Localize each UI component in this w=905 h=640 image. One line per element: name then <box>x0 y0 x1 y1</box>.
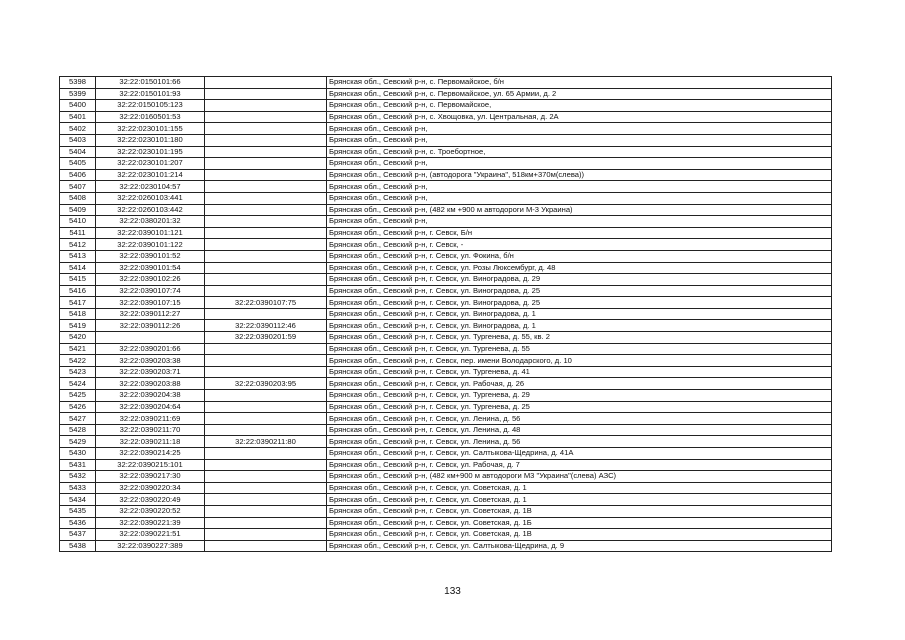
address-cell: Брянская обл., Севский р-н, <box>327 134 832 146</box>
related-cadastral-number-cell <box>205 448 327 460</box>
row-number-cell: 5421 <box>60 343 96 355</box>
table-row <box>60 123 832 135</box>
address-cell: Брянская обл., Севский р-н, г. Севск, ул. Тургенева, д. 41 <box>327 366 832 378</box>
address-cell: Брянская обл., Севский р-н, г. Севск, ул. Советская, д. 1В <box>327 529 832 541</box>
address-cell: Брянская обл., Севский р-н, (482 км+900 м автодороги М3 "Украина"(слева) АЗС) <box>327 471 832 483</box>
cadastral-number-cell: 32:22:0390102:26 <box>96 274 205 286</box>
table-row <box>60 448 832 460</box>
related-cadastral-number-cell <box>205 343 327 355</box>
table-row <box>60 146 832 158</box>
table-row <box>60 158 832 170</box>
table-row <box>60 274 832 286</box>
cadastral-number-cell: 32:22:0380201:32 <box>96 216 205 228</box>
related-cadastral-number-cell <box>205 413 327 425</box>
table-body <box>60 77 832 552</box>
cadastral-number-cell: 32:22:0390203:38 <box>96 355 205 367</box>
address-cell: Брянская обл., Севский р-н, г. Севск, ул. Советская, д. 1 <box>327 482 832 494</box>
row-number-cell: 5414 <box>60 262 96 274</box>
row-number-cell: 5430 <box>60 448 96 460</box>
cadastral-number-cell: 32:22:0390204:64 <box>96 401 205 413</box>
cadastral-number-cell: 32:22:0390204:38 <box>96 390 205 402</box>
related-cadastral-number-cell <box>205 459 327 471</box>
cadastral-number-cell: 32:22:0230101:180 <box>96 134 205 146</box>
cadastral-number-cell: 32:22:0390220:49 <box>96 494 205 506</box>
table-row <box>60 401 832 413</box>
table-row <box>60 436 832 448</box>
row-number-cell: 5417 <box>60 297 96 309</box>
related-cadastral-number-cell <box>205 181 327 193</box>
related-cadastral-number-cell <box>205 494 327 506</box>
related-cadastral-number-cell <box>205 366 327 378</box>
row-number-cell: 5433 <box>60 482 96 494</box>
related-cadastral-number-cell <box>205 158 327 170</box>
address-cell: Брянская обл., Севский р-н, г. Севск, ул. Розы Люксембург, д. 48 <box>327 262 832 274</box>
related-cadastral-number-cell <box>205 111 327 123</box>
cadastral-number-cell: 32:22:0150105:123 <box>96 100 205 112</box>
table-row <box>60 77 832 89</box>
row-number-cell: 5402 <box>60 123 96 135</box>
table-row <box>60 505 832 517</box>
related-cadastral-number-cell <box>205 100 327 112</box>
related-cadastral-number-cell: 32:22:0390112:46 <box>205 320 327 332</box>
related-cadastral-number-cell <box>205 250 327 262</box>
cadastral-number-cell: 32:22:0230101:207 <box>96 158 205 170</box>
cadastral-number-cell: 32:22:0390107:15 <box>96 297 205 309</box>
row-number-cell: 5427 <box>60 413 96 425</box>
table-row <box>60 169 832 181</box>
table-row <box>60 111 832 123</box>
address-cell: Брянская обл., Севский р-н, г. Севск, ул. Ленина, д. 56 <box>327 436 832 448</box>
address-cell: Брянская обл., Севский р-н, г. Севск, ул. Тургенева, д. 29 <box>327 390 832 402</box>
cadastral-number-cell: 32:22:0260103:442 <box>96 204 205 216</box>
related-cadastral-number-cell <box>205 204 327 216</box>
address-cell: Брянская обл., Севский р-н, г. Севск, ул. Виноградова, д. 25 <box>327 285 832 297</box>
row-number-cell: 5420 <box>60 332 96 344</box>
related-cadastral-number-cell <box>205 192 327 204</box>
address-cell: Брянская обл., Севский р-н, с. Хвощовка, ул. Центральная, д. 2А <box>327 111 832 123</box>
address-cell: Брянская обл., Севский р-н, с. Троебортное, <box>327 146 832 158</box>
row-number-cell: 5431 <box>60 459 96 471</box>
row-number-cell: 5425 <box>60 390 96 402</box>
cadastral-number-cell: 32:22:0230101:155 <box>96 123 205 135</box>
address-cell: Брянская обл., Севский р-н, г. Севск, ул. Советская, д. 1Б <box>327 517 832 529</box>
row-number-cell: 5413 <box>60 250 96 262</box>
cadastral-number-cell: 32:22:0390101:52 <box>96 250 205 262</box>
table-row <box>60 378 832 390</box>
row-number-cell: 5408 <box>60 192 96 204</box>
address-cell: Брянская обл., Севский р-н, г. Севск, ул. Тургенева, д. 55 <box>327 343 832 355</box>
related-cadastral-number-cell: 32:22:0390201:59 <box>205 332 327 344</box>
related-cadastral-number-cell <box>205 308 327 320</box>
related-cadastral-number-cell <box>205 88 327 100</box>
address-cell: Брянская обл., Севский р-н, г. Севск, ул. Салтыкова-Щедрина, д. 41А <box>327 448 832 460</box>
row-number-cell: 5404 <box>60 146 96 158</box>
row-number-cell: 5412 <box>60 239 96 251</box>
table-row <box>60 529 832 541</box>
cadastral-number-cell: 32:22:0390203:88 <box>96 378 205 390</box>
related-cadastral-number-cell <box>205 77 327 89</box>
table-row <box>60 355 832 367</box>
row-number-cell: 5416 <box>60 285 96 297</box>
row-number-cell: 5432 <box>60 471 96 483</box>
cadastral-number-cell: 32:22:0390211:18 <box>96 436 205 448</box>
cadastral-number-cell: 32:22:0390203:71 <box>96 366 205 378</box>
related-cadastral-number-cell <box>205 169 327 181</box>
table-row <box>60 308 832 320</box>
cadastral-number-cell: 32:22:0230101:214 <box>96 169 205 181</box>
address-cell: Брянская обл., Севский р-н, с. Первомайское, <box>327 100 832 112</box>
address-cell: Брянская обл., Севский р-н, г. Севск, ул. Виноградова, д. 1 <box>327 308 832 320</box>
related-cadastral-number-cell: 32:22:0390203:95 <box>205 378 327 390</box>
cadastral-number-cell: 32:22:0390101:122 <box>96 239 205 251</box>
address-cell: Брянская обл., Севский р-н, г. Севск, ул. Рабочая, д. 26 <box>327 378 832 390</box>
address-cell: Брянская обл., Севский р-н, г. Севск, ул. Тургенева, д. 55, кв. 2 <box>327 332 832 344</box>
related-cadastral-number-cell <box>205 134 327 146</box>
table-row <box>60 413 832 425</box>
related-cadastral-number-cell <box>205 146 327 158</box>
cadastral-number-cell: 32:22:0230101:195 <box>96 146 205 158</box>
row-number-cell: 5401 <box>60 111 96 123</box>
related-cadastral-number-cell <box>205 285 327 297</box>
address-cell: Брянская обл., Севский р-н, г. Севск, ул. Советская, д. 1 <box>327 494 832 506</box>
row-number-cell: 5410 <box>60 216 96 228</box>
cadastral-number-cell: 32:22:0260103:441 <box>96 192 205 204</box>
table-row <box>60 482 832 494</box>
table-row <box>60 332 832 344</box>
related-cadastral-number-cell <box>205 401 327 413</box>
row-number-cell: 5422 <box>60 355 96 367</box>
table-row <box>60 424 832 436</box>
address-cell: Брянская обл., Севский р-н, <box>327 192 832 204</box>
row-number-cell: 5437 <box>60 529 96 541</box>
address-cell: Брянская обл., Севский р-н, г. Севск, ул. Советская, д. 1В <box>327 505 832 517</box>
table-row <box>60 517 832 529</box>
row-number-cell: 5424 <box>60 378 96 390</box>
cadastral-number-cell <box>96 332 205 344</box>
row-number-cell: 5403 <box>60 134 96 146</box>
related-cadastral-number-cell <box>205 274 327 286</box>
address-cell: Брянская обл., Севский р-н, г. Севск, ул. Фокина, б/н <box>327 250 832 262</box>
row-number-cell: 5406 <box>60 169 96 181</box>
row-number-cell: 5399 <box>60 88 96 100</box>
related-cadastral-number-cell <box>205 529 327 541</box>
related-cadastral-number-cell <box>205 216 327 228</box>
cadastral-number-cell: 32:22:0390101:54 <box>96 262 205 274</box>
table-row <box>60 343 832 355</box>
cadastral-number-cell: 32:22:0150101:93 <box>96 88 205 100</box>
cadastral-number-cell: 32:22:0390227:389 <box>96 540 205 552</box>
table-row <box>60 366 832 378</box>
cadastral-number-cell: 32:22:0390217:30 <box>96 471 205 483</box>
cadastral-number-cell: 32:22:0390112:27 <box>96 308 205 320</box>
row-number-cell: 5434 <box>60 494 96 506</box>
cadastral-number-cell: 32:22:0230104:57 <box>96 181 205 193</box>
cadastral-number-cell: 32:22:0390112:26 <box>96 320 205 332</box>
table-row <box>60 100 832 112</box>
row-number-cell: 5436 <box>60 517 96 529</box>
table-row <box>60 192 832 204</box>
row-number-cell: 5398 <box>60 77 96 89</box>
address-cell: Брянская обл., Севский р-н, г. Севск, пер. имени Володарского, д. 10 <box>327 355 832 367</box>
row-number-cell: 5423 <box>60 366 96 378</box>
cadastral-number-cell: 32:22:0160501:53 <box>96 111 205 123</box>
related-cadastral-number-cell <box>205 390 327 402</box>
table-row <box>60 204 832 216</box>
table-row <box>60 262 832 274</box>
table-row <box>60 216 832 228</box>
table-row <box>60 459 832 471</box>
cadastral-number-cell: 32:22:0390101:121 <box>96 227 205 239</box>
property-registry-table <box>59 76 832 552</box>
page-number: 133 <box>444 586 461 597</box>
related-cadastral-number-cell: 32:22:0390107:75 <box>205 297 327 309</box>
address-cell: Брянская обл., Севский р-н, г. Севск, ул. Рабочая, д. 7 <box>327 459 832 471</box>
row-number-cell: 5435 <box>60 505 96 517</box>
table-row <box>60 88 832 100</box>
address-cell: Брянская обл., Севский р-н, <box>327 181 832 193</box>
related-cadastral-number-cell <box>205 262 327 274</box>
address-cell: Брянская обл., Севский р-н, с. Первомайское, б/н <box>327 77 832 89</box>
cadastral-number-cell: 32:22:0390107:74 <box>96 285 205 297</box>
row-number-cell: 5438 <box>60 540 96 552</box>
related-cadastral-number-cell <box>205 239 327 251</box>
address-cell: Брянская обл., Севский р-н, <box>327 216 832 228</box>
address-cell: Брянская обл., Севский р-н, г. Севск, ул. Ленина, д. 48 <box>327 424 832 436</box>
row-number-cell: 5405 <box>60 158 96 170</box>
table-row <box>60 181 832 193</box>
table-row <box>60 227 832 239</box>
table-row <box>60 320 832 332</box>
cadastral-number-cell: 32:22:0150101:66 <box>96 77 205 89</box>
row-number-cell: 5428 <box>60 424 96 436</box>
row-number-cell: 5429 <box>60 436 96 448</box>
related-cadastral-number-cell <box>205 540 327 552</box>
related-cadastral-number-cell <box>205 505 327 517</box>
address-cell: Брянская обл., Севский р-н, г. Севск, ул. Виноградова, д. 25 <box>327 297 832 309</box>
address-cell: Брянская обл., Севский р-н, с. Первомайское, ул. 65 Армии, д. 2 <box>327 88 832 100</box>
cadastral-number-cell: 32:22:0390215:101 <box>96 459 205 471</box>
row-number-cell: 5409 <box>60 204 96 216</box>
related-cadastral-number-cell <box>205 517 327 529</box>
table-row <box>60 285 832 297</box>
related-cadastral-number-cell <box>205 227 327 239</box>
row-number-cell: 5426 <box>60 401 96 413</box>
related-cadastral-number-cell <box>205 355 327 367</box>
related-cadastral-number-cell <box>205 424 327 436</box>
related-cadastral-number-cell <box>205 471 327 483</box>
table-row <box>60 134 832 146</box>
cadastral-number-cell: 32:22:0390220:34 <box>96 482 205 494</box>
address-cell: Брянская обл., Севский р-н, г. Севск, ул. Ленина, д. 56 <box>327 413 832 425</box>
cadastral-number-cell: 32:22:0390220:52 <box>96 505 205 517</box>
row-number-cell: 5419 <box>60 320 96 332</box>
related-cadastral-number-cell: 32:22:0390211:80 <box>205 436 327 448</box>
table-row <box>60 390 832 402</box>
address-cell: Брянская обл., Севский р-н, г. Севск, ул. Салтыкова-Щедрина, д. 9 <box>327 540 832 552</box>
table-row <box>60 540 832 552</box>
table-row <box>60 250 832 262</box>
cadastral-number-cell: 32:22:0390214:25 <box>96 448 205 460</box>
table-row <box>60 239 832 251</box>
address-cell: Брянская обл., Севский р-н, г. Севск, Б/н <box>327 227 832 239</box>
address-cell: Брянская обл., Севский р-н, г. Севск, ул. Виноградова, д. 29 <box>327 274 832 286</box>
address-cell: Брянская обл., Севский р-н, <box>327 158 832 170</box>
cadastral-number-cell: 32:22:0390201:66 <box>96 343 205 355</box>
cadastral-number-cell: 32:22:0390221:51 <box>96 529 205 541</box>
address-cell: Брянская обл., Севский р-н, (автодорога "Украина", 518км+370м(слева)) <box>327 169 832 181</box>
table-row <box>60 471 832 483</box>
row-number-cell: 5407 <box>60 181 96 193</box>
cadastral-number-cell: 32:22:0390211:69 <box>96 413 205 425</box>
address-cell: Брянская обл., Севский р-н, <box>327 123 832 135</box>
row-number-cell: 5411 <box>60 227 96 239</box>
related-cadastral-number-cell <box>205 482 327 494</box>
cadastral-number-cell: 32:22:0390211:70 <box>96 424 205 436</box>
cadastral-number-cell: 32:22:0390221:39 <box>96 517 205 529</box>
row-number-cell: 5415 <box>60 274 96 286</box>
table-row <box>60 297 832 309</box>
row-number-cell: 5400 <box>60 100 96 112</box>
address-cell: Брянская обл., Севский р-н, г. Севск, - <box>327 239 832 251</box>
table-row <box>60 494 832 506</box>
related-cadastral-number-cell <box>205 123 327 135</box>
row-number-cell: 5418 <box>60 308 96 320</box>
address-cell: Брянская обл., Севский р-н, г. Севск, ул. Тургенева, д. 25 <box>327 401 832 413</box>
address-cell: Брянская обл., Севский р-н, (482 км +900 м автодороги М-3 Украина) <box>327 204 832 216</box>
address-cell: Брянская обл., Севский р-н, г. Севск, ул. Виноградова, д. 1 <box>327 320 832 332</box>
